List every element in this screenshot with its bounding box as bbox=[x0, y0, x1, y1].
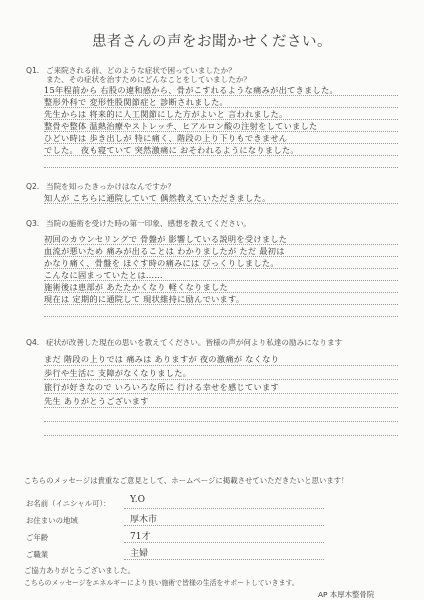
answer-1-line: 先生からは 将来的に人工関節にした方がよいと 言われました。 bbox=[44, 109, 288, 119]
field-line bbox=[124, 542, 324, 543]
question-4-line-1: 症状が改善した現在の思いを教えてください。皆様の声が何より私達の励みになります bbox=[46, 338, 343, 347]
field-line bbox=[124, 559, 324, 560]
guide-line bbox=[44, 119, 398, 120]
guide-line bbox=[44, 95, 398, 96]
field-label-name: お名前（イニシャル可）： bbox=[26, 499, 111, 508]
question-1 bbox=[26, 66, 251, 84]
guide-line bbox=[44, 244, 398, 245]
answer-3-line: 現在は 定期的に通院して 現状維持に励んでいます。 bbox=[44, 294, 245, 304]
answer-1-line: 整骨や整体 温熱治療やストレッチ、ヒアルロン酸の注射をしていました bbox=[44, 121, 318, 131]
guide-line bbox=[44, 107, 398, 108]
field-line bbox=[124, 525, 324, 526]
question-3-label: Q3. bbox=[26, 219, 40, 228]
field-label-occupation: ご職業 bbox=[26, 550, 49, 559]
question-1-line-2: また、その症状を治すためにどんなことをしていましたか？ bbox=[46, 75, 252, 84]
answer-3-line: 施術後は患部が あたたかくなり 軽くなりました bbox=[44, 282, 229, 292]
answer-1-line: 15年程前から 右股の違和感から、骨がこすれるような痛みが出てきました。 bbox=[44, 85, 339, 95]
field-value-area: 厚木市 bbox=[130, 515, 158, 525]
field-value-name: Y.O bbox=[130, 495, 146, 505]
publication-notice: こちらのメッセージは貴重なご意見として、ホームページに掲載させていただきたいと思います！ bbox=[24, 476, 349, 485]
closing-text: こちらのメッセージをエネルギーにより良い施術で皆様の生活をサポートしていきます。 bbox=[24, 579, 299, 587]
answer-4 bbox=[44, 352, 279, 408]
guide-line bbox=[44, 421, 398, 422]
question-1-line-1: ご来院される前、どのような症状で困っていましたか？ bbox=[46, 66, 236, 75]
guide-line bbox=[44, 435, 398, 436]
field-label-area: お住まいの地域 bbox=[26, 516, 78, 525]
guide-line bbox=[44, 256, 398, 257]
question-4-label: Q4. bbox=[26, 338, 40, 347]
answer-2-line: 知人が こちらに通院していて 偶然教えていただきました。 bbox=[44, 193, 271, 203]
guide-line bbox=[44, 203, 398, 204]
field-label-age: ご年齢 bbox=[26, 533, 49, 542]
guide-line bbox=[44, 304, 398, 305]
guide-line bbox=[44, 155, 398, 156]
question-3 bbox=[26, 219, 251, 228]
field-value-age: 71才 bbox=[130, 532, 151, 542]
answer-4-line: 歩行や生活に 支障がなくなりました。 bbox=[44, 368, 192, 378]
field-value-occupation: 主婦 bbox=[130, 549, 149, 559]
guide-line bbox=[44, 292, 398, 293]
answer-3-line: 血流が悪いため 痛みが出ることは わかりましたが ただ 最初は bbox=[44, 246, 285, 256]
guide-line bbox=[44, 316, 398, 317]
thanks-text: ご協力ありがとうございました。 bbox=[24, 566, 135, 575]
guide-line bbox=[44, 268, 398, 269]
answer-4-line: まだ 階段の上りでは 痛みは ありますが 夜の激痛が なくなり bbox=[44, 354, 280, 364]
answer-4-line: 旅行が好きなので いろいろな所に 行ける幸せを感じています bbox=[44, 382, 279, 392]
guide-line bbox=[44, 407, 398, 408]
answer-1-line: でした。 夜も寝ていて 突然激痛に おそわれるようになりました。 bbox=[44, 145, 299, 155]
field-line bbox=[124, 508, 324, 509]
question-4 bbox=[26, 338, 342, 347]
guide-line bbox=[44, 167, 398, 168]
question-3-line-1: 当院の施術を受けた時の第一印象、感想を教えてください。 bbox=[46, 219, 252, 228]
guide-line bbox=[44, 280, 398, 281]
answer-1-line: ひどい時は 歩き出しが 特に痛く、階段の上り下りもできません bbox=[44, 133, 288, 143]
guide-line bbox=[44, 379, 398, 380]
guide-line bbox=[44, 365, 398, 366]
answer-3-line: かなり痛く、骨盤を ほぐす時の痛みには びっくりしました。 bbox=[44, 258, 279, 268]
answer-3-line: こんなに固まっていたとは…… bbox=[44, 270, 163, 280]
answer-1-line: 整形外科で 変形性股関節症と 診断されました。 bbox=[44, 97, 229, 107]
guide-line bbox=[44, 143, 398, 144]
question-2-line-1: 当院を知ったきっかけはなんですか？ bbox=[46, 182, 176, 191]
clinic-brand: AP 本厚木整骨院 bbox=[318, 590, 375, 599]
guide-line bbox=[44, 393, 398, 394]
answer-3-line: 初回のカウンセリングで 骨盤が 影響している説明を受けました bbox=[44, 234, 288, 244]
question-2-label: Q2. bbox=[26, 182, 40, 191]
page-title: 患者さんの声をお聞かせください。 bbox=[92, 34, 332, 50]
guide-line bbox=[44, 131, 398, 132]
question-1-label: Q1. bbox=[26, 66, 40, 75]
question-2 bbox=[26, 182, 175, 191]
answer-4-line: 先生 ありがとうございます bbox=[44, 396, 149, 406]
